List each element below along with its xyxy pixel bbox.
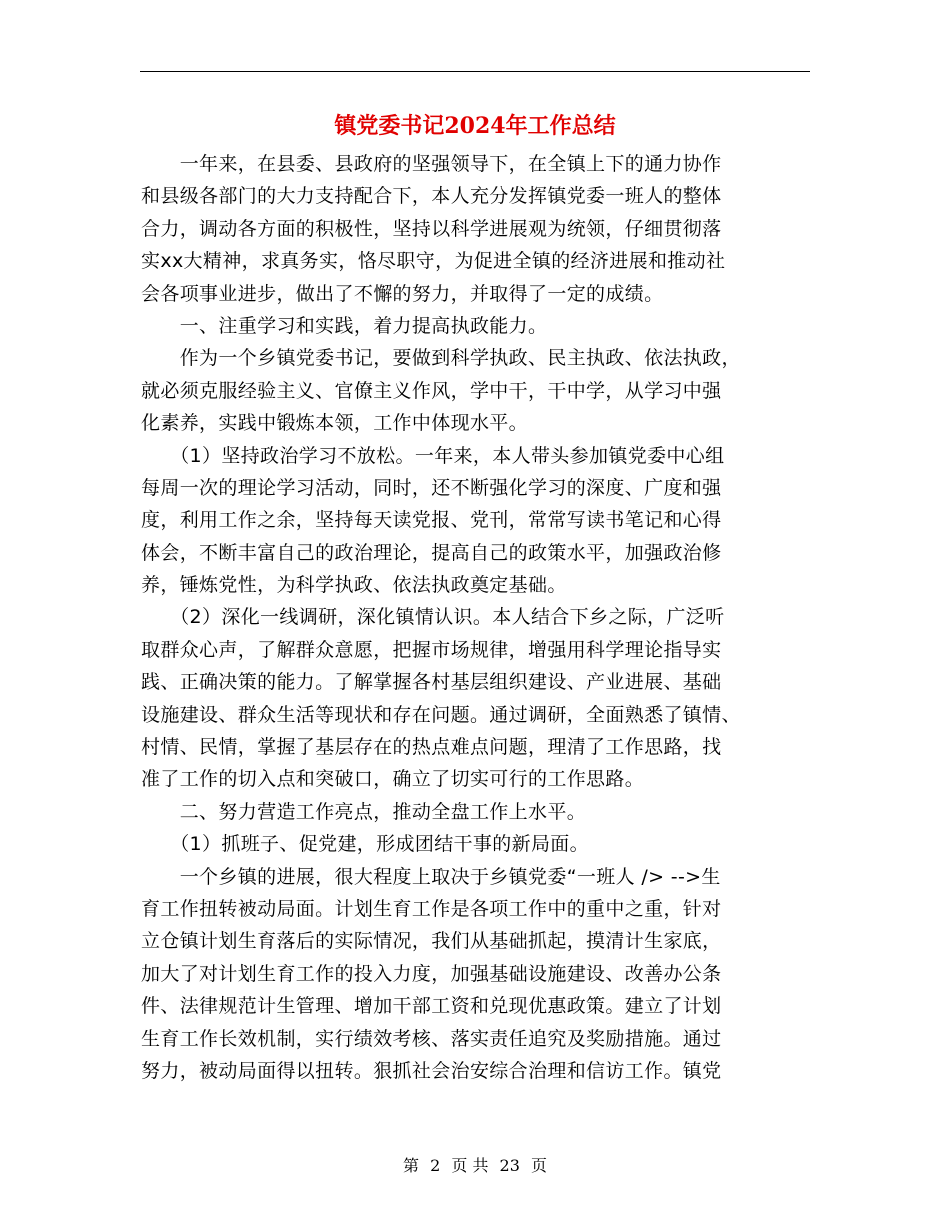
text-line: 会各项事业进步，做出了不懈的努力，并取得了一定的成绩。: [141, 282, 664, 305]
footer-page-number: 2: [430, 1156, 441, 1175]
footer-mid: 页 共: [451, 1156, 489, 1175]
text-line: 立仓镇计划生育落后的实际情况，我们从基础抓起，摸清计生家底，: [141, 930, 722, 953]
text-line: 作为一个乡镇党委书记，要做到科学执政、民主执政、依法执政，: [141, 347, 741, 370]
header-rule: [140, 71, 810, 72]
text-line: 合力，调动各方面的积极性，坚持以科学进展观为统领，仔细贯彻落: [141, 217, 722, 240]
text-line: 一、注重学习和实践，着力提高执政能力。: [141, 314, 548, 337]
text-line: 就必须克服经验主义、官僚主义作风，学中干，干中学，从学习中强: [141, 379, 722, 402]
text-line: 和县级各部门的大力支持配合下，本人充分发挥镇党委一班人的整体: [141, 185, 722, 208]
page-footer: [0, 1153, 950, 1176]
text-line: （1）抓班子、促党建，形成团结干事的新局面。: [141, 833, 589, 856]
text-line: 二、努力营造工作亮点，推动全盘工作上水平。: [141, 800, 587, 823]
text-line: （2）深化一线调研，深化镇情认识。本人结合下乡之际，广泛听: [141, 606, 725, 629]
text-line: 设施建设、群众生活等现状和存在问题。通过调研，全面熟悉了镇情、: [141, 703, 741, 726]
text-line: 努力，被动局面得以扭转。狠抓社会治安综合治理和信访工作。镇党: [141, 1059, 722, 1082]
text-line: 件、法律规范计生管理、增加干部工资和兑现优惠政策。建立了计划: [141, 995, 722, 1018]
text-line: 取群众心声，了解群众意愿，把握市场规律，增强用科学理论指导实: [141, 638, 722, 661]
text-line: 体会，不断丰富自己的政治理论，提高自己的政策水平，加强政治修: [141, 541, 722, 564]
text-line: 育工作扭转被动局面。计划生育工作是各项工作中的重中之重，针对: [141, 897, 722, 920]
text-line: 度，利用工作之余，坚持每天读党报、党刊，常常写读书笔记和心得: [141, 509, 722, 532]
text-line: 化素养，实践中锻炼本领，工作中体现水平。: [141, 412, 529, 435]
text-line: 养，锤炼党性，为科学执政、依法执政奠定基础。: [141, 574, 567, 597]
text-line: 生育工作长效机制，实行绩效考核、落实责任追究及奖励措施。通过: [141, 1027, 722, 1050]
text-line: 践、正确决策的能力。了解掌握各村基层组织建设、产业进展、基础: [141, 671, 722, 694]
text-line: 准了工作的切入点和突破口，确立了切实可行的工作思路。: [141, 768, 645, 791]
text-line: （1）坚持政治学习不放松。一年来，本人带头参加镇党委中心组: [141, 444, 725, 467]
text-line: 加大了对计划生育工作的投入力度，加强基础设施建设、改善办公条: [141, 962, 722, 985]
text-line: 实xx大精神，求真务实，恪尽职守，为促进全镇的经济进展和推动社: [141, 250, 726, 273]
text-line: 村情、民情，掌握了基层存在的热点难点问题，理清了工作思路，找: [141, 736, 722, 759]
footer-total-pages: 23: [499, 1156, 520, 1175]
text-line: 每周一次的理论学习活动，同时，还不断强化学习的深度、广度和强: [141, 476, 722, 499]
document-body: [141, 148, 813, 1087]
footer-prefix: 第: [402, 1156, 419, 1175]
text-line: 一个乡镇的进展，很大程度上取决于乡镇党委“一班人 /> -->生: [141, 865, 721, 888]
footer-suffix: 页: [531, 1156, 548, 1175]
document-title: 镇党委书记2024年工作总结: [334, 113, 616, 139]
text-line: 一年来，在县委、县政府的坚强领导下，在全镇上下的通力协作: [141, 153, 722, 175]
